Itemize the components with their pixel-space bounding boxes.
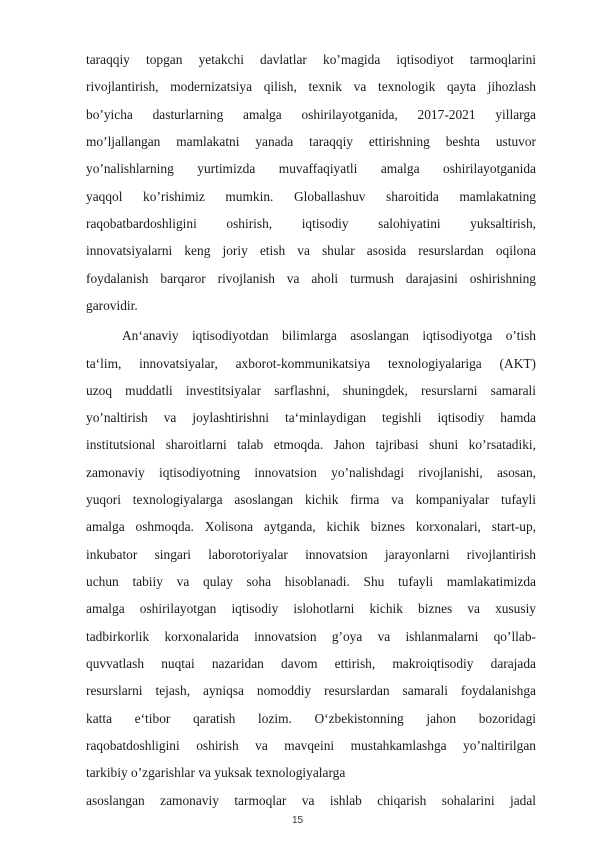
paragraph-1-line-9: foydalanish barqaror rivojlanish va aholi turmush darajasini oshirishning xyxy=(86,271,536,286)
paragraph-2-line-10: uchun tabiiy va qulay soha hisoblanadi. Shu tufayli mamlakatimizda xyxy=(86,574,536,589)
paragraph-1-line-10: garovidir. xyxy=(86,298,138,313)
paragraph-2-line-4: yo’naltirish va joylashtirishni ta‘minlaydigan tegishli iqtisodiy hamda xyxy=(86,410,536,425)
paragraph-2-line-11: amalga oshirilayotgan iqtisodiy islohotlarni kichik biznes va xususiy xyxy=(86,601,536,616)
paragraph-2-line-5: institutsional sharoitlarni talab etmoqda. Jahon tajribasi shuni ko’rsatadiki, xyxy=(86,437,536,452)
paragraph-2-line-3: uzoq muddatli investitsiyalar sarflashni, shuningdek, resurslarni samarali xyxy=(86,383,536,398)
paragraph-2-line-6: zamonaviy iqtisodiyotning innovatsion yo’nalishdagi rivojlanishi, asosan, xyxy=(86,465,536,480)
paragraph-2-line-9: inkubator singari laborotoriyalar innovatsion jarayonlarni rivojlantirish xyxy=(86,547,536,562)
paragraph-2-line-14: resurslarni tejash, ayniqsa nomoddiy resurslardan samarali foydalanishga xyxy=(86,683,536,698)
paragraph-2-line-16: raqobatdoshligini oshirish va mavqeini mustahkamlashga yo’naltirilgan xyxy=(86,738,536,753)
paragraph-2-line-13: quvvatlash nuqtai nazaridan davom ettirish, makroiqtisodiy darajada xyxy=(86,656,536,671)
paragraph-1-line-7: raqobatbardoshligini oshirish, iqtisodiy salohiyatini yuksaltirish, xyxy=(86,216,536,231)
page-number: 15 xyxy=(291,815,304,826)
paragraph-2-line-7: yuqori texnologiyalarga asoslangan kichik firma va kompaniyalar tufayli xyxy=(86,492,536,507)
paragraph-2-line-2: ta‘lim, innovatsiyalar, axborot-kommunikatsiya texnologiyalariga (AKT) xyxy=(86,356,536,371)
paragraph-2-line-1: An‘anaviy iqtisodiyotdan bilimlarga asoslangan iqtisodiyotga o’tish xyxy=(122,328,536,343)
paragraph-2-line-15: katta e‘tibor qaratish lozim. O‘zbekistonning jahon bozoridagi xyxy=(86,711,536,726)
paragraph-1-line-2: rivojlantirish, modernizatsiya qilish, texnik va texnologik qayta jihozlash xyxy=(86,79,536,94)
paragraph-2-line-17: tarkibiy o’zgarishlar va yuksak texnologiyalarga xyxy=(86,765,346,780)
paragraph-2-line-12: tadbirkorlik korxonalarida innovatsion g’oya va ishlanmalarni qo’llab- xyxy=(86,629,536,644)
paragraph-2-line-18: asoslangan zamonaviy tarmoqlar va ishlab chiqarish sohalarini jadal xyxy=(86,793,536,808)
paragraph-1-line-5: yo’nalishlarning yurtimizda muvaffaqiyatli amalga oshirilayotganida xyxy=(86,161,536,176)
paragraph-2-line-8: amalga oshmoqda. Xolisona aytganda, kichik biznes korxonalari, start-up, xyxy=(86,519,536,534)
paragraph-1-line-6: yaqqol ko’rishimiz mumkin. Globallashuv sharoitida mamlakatning xyxy=(86,189,536,204)
paragraph-1-line-1: taraqqiy topgan yetakchi davlatlar ko’magida iqtisodiyot tarmoqlarini xyxy=(86,52,536,67)
paragraph-1-line-4: mo’ljallangan mamlakatni yanada taraqqiy ettirishning beshta ustuvor xyxy=(86,134,536,149)
paragraph-1-line-8: innovatsiyalarni keng joriy etish va shular asosida resurslardan oqilona xyxy=(86,243,536,258)
paragraph-1-line-3: bo’yicha dasturlarning amalga oshirilayotganida, 2017-2021 yillarga xyxy=(86,107,536,122)
